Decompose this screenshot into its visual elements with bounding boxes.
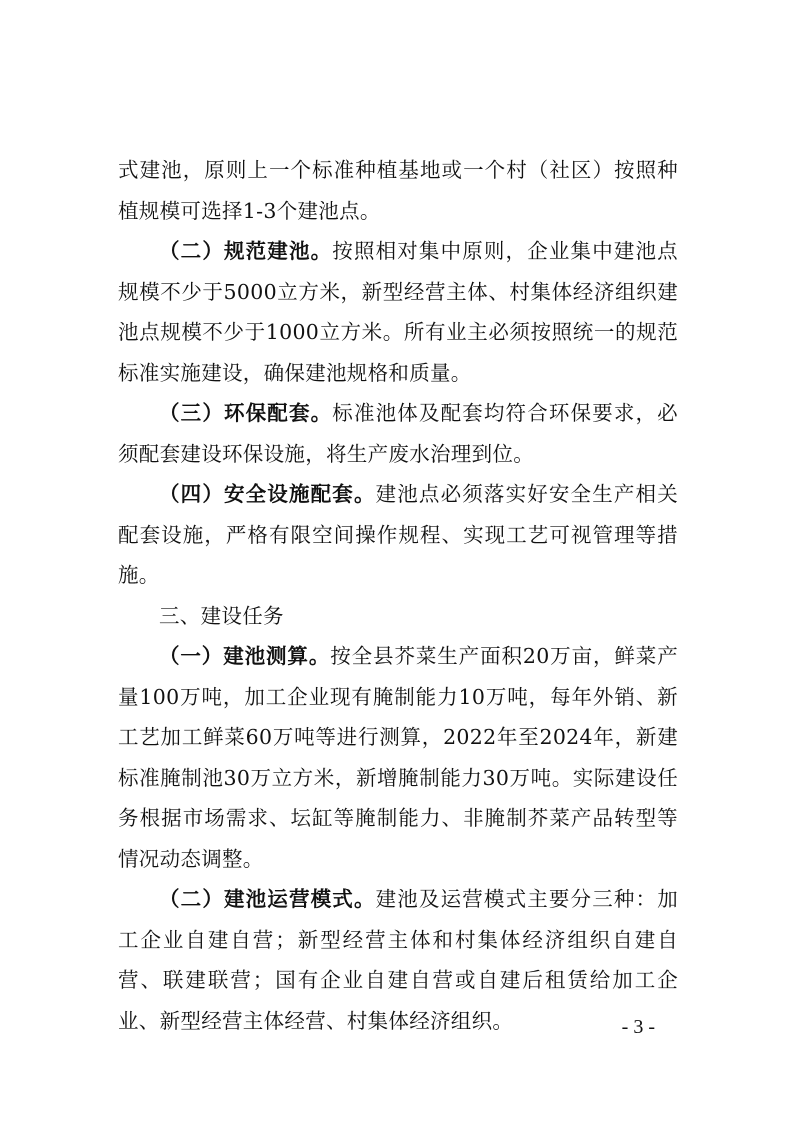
paragraph-text: 建池及运营模式主要分三种：加工企业自建自营；新型经营主体和村集体经济组织自建自营、联建联营；国有企业自建自营或自建后租赁给加工企业、新型经营主体经营、村集体经济组织。 xyxy=(118,887,678,1033)
paragraph-heading: （二）规范建池。 xyxy=(159,239,333,263)
page-number: - 3 - xyxy=(621,1016,655,1038)
paragraph-heading: （四）安全设施配套。 xyxy=(159,482,376,506)
paragraph-text: 标准池体及配套均符合环保要求，必须配套建设环保设施，将生产废水治理到位。 xyxy=(118,401,678,466)
paragraph-1 xyxy=(118,150,678,231)
section-title: 三、建设任务 xyxy=(159,603,284,628)
paragraph-3 xyxy=(118,393,678,474)
paragraph-4 xyxy=(118,474,678,596)
document-body xyxy=(118,150,678,1041)
paragraph-heading: （三）环保配套。 xyxy=(159,401,333,425)
paragraph-text: 按全县芥菜生产面积20万亩，鲜菜产量100万吨，加工企业现有腌制能力10万吨，每年外销、新工艺加工鲜菜60万吨等进行测算，2022年至2024年，新建标准腌制池30万立方米，新增腌制能力30万吨。实际建设任务根据市场需求、坛缸等腌制能力、非腌制芥菜产品转型等情况动态调整。 xyxy=(118,644,679,871)
paragraph-heading: （一）建池测算。 xyxy=(159,644,331,668)
paragraph-text: 式建池，原则上一个标准种植基地或一个村（社区）按照种植规模可选择1-3个建池点。 xyxy=(118,158,678,223)
paragraph-2 xyxy=(118,231,678,393)
section-heading xyxy=(118,596,678,637)
paragraph-7 xyxy=(118,879,678,1041)
paragraph-heading: （二）建池运营模式。 xyxy=(159,887,376,911)
paragraph-6 xyxy=(118,636,678,879)
paragraph-text: 按照相对集中原则，企业集中建池点规模不少于5000立方米，新型经营主体、村集体经济组织建池点规模不少于1000立方米。所有业主必须按照统一的规范标准实施建设，确保建池规格和质量。 xyxy=(118,239,678,385)
paragraph-text: 建池点必须落实好安全生产相关配套设施，严格有限空间操作规程、实现工艺可视管理等措施。 xyxy=(118,482,678,587)
